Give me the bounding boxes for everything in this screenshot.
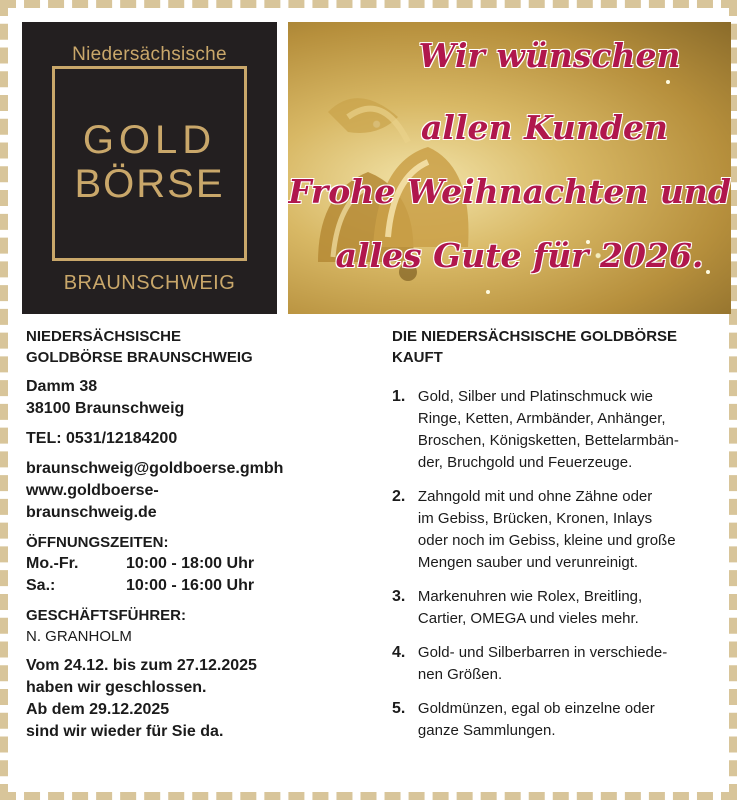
item-line: Cartier, OMEGA und vieles mehr. <box>417 610 639 627</box>
website-1: www.goldboerse- <box>26 482 159 499</box>
closed-notice-1: Vom 24.12. bis zum 27.12.2025 <box>26 657 257 674</box>
company-name-2: GOLDBÖRSE BRAUNSCHWEIG <box>26 349 253 366</box>
item-line: Gold, Silber und Platinschmuck wie <box>417 388 654 405</box>
item-line: im Gebiss, Brücken, Kronen, Inlays <box>417 510 653 527</box>
logo-top-text: Niedersächsische <box>72 44 227 65</box>
manager-title: GESCHÄFTSFÜHRER: <box>26 607 186 624</box>
goldboerse-logo <box>22 22 277 314</box>
closed-notice-4: sind wir wieder für Sie da. <box>26 723 224 740</box>
item-line: Gold- und Silberbarren in verschiede- <box>417 644 668 661</box>
item-line: ganze Sammlungen. <box>417 722 556 739</box>
hours-title: ÖFFNUNGSZEITEN: <box>26 534 169 551</box>
list-item <box>392 698 732 742</box>
list-item <box>392 486 732 574</box>
list-item <box>392 642 732 686</box>
hours-time: 10:00 - 16:00 Uhr <box>126 577 255 594</box>
website-2: braunschweig.de <box>26 504 157 521</box>
logo-gold-text: GOLD <box>82 118 217 162</box>
hours-row <box>26 553 366 575</box>
item-line: Markenuhren wie Rolex, Breitling, <box>417 588 643 605</box>
closed-notice-2: haben wir geschlossen. <box>26 679 207 696</box>
company-name-1: NIEDERSÄCHSISCHE <box>26 328 182 345</box>
phone: TEL: 0531/12184200 <box>26 430 178 447</box>
street: Damm 38 <box>26 378 98 395</box>
hours-row <box>26 575 366 597</box>
closed-notice-3: Ab dem 29.12.2025 <box>26 701 170 718</box>
buying-title-2: KAUFT <box>392 349 443 366</box>
item-line: oder noch im Gebiss, kleine und große <box>417 532 676 549</box>
item-line: nen Größen. <box>417 666 503 683</box>
hours-time: 10:00 - 18:00 Uhr <box>126 555 255 572</box>
item-number: 1. <box>392 388 406 405</box>
logo-bottom-text: BRAUNSCHWEIG <box>63 272 236 294</box>
item-line: der, Bruchgold und Feuerzeuge. <box>417 454 633 471</box>
manager-name: N. GRANHOLM <box>26 628 132 645</box>
list-item <box>392 386 732 474</box>
item-number: 5. <box>392 700 406 717</box>
hours-days: Mo.-Fr. <box>26 555 79 572</box>
item-line: Broschen, Königsketten, Bettelarmbän- <box>417 432 679 449</box>
greeting-line-1: Wir wünschen <box>418 36 681 75</box>
logo-boerse-text: BÖRSE <box>74 162 225 206</box>
item-line: Zahngold mit und ohne Zähne oder <box>417 488 653 505</box>
contact-column <box>26 326 366 743</box>
item-line: Mengen sauber und verunreinigt. <box>417 554 639 571</box>
buying-title-1: DIE NIEDERSÄCHSISCHE GOLDBÖRSE <box>392 328 678 345</box>
greeting-line-4: alles Gute für 2026. <box>335 236 704 275</box>
hours-days: Sa.: <box>26 577 56 594</box>
greeting-line-3: Frohe Weihnachten und <box>288 172 731 211</box>
buying-column <box>392 326 732 742</box>
item-number: 4. <box>392 644 406 661</box>
item-number: 3. <box>392 588 406 605</box>
christmas-banner <box>288 22 731 314</box>
greeting-line-2: allen Kunden <box>421 108 668 147</box>
item-line: Ringe, Ketten, Armbänder, Anhänger, <box>417 410 666 427</box>
item-line: Goldmünzen, egal ob einzelne oder <box>417 700 655 717</box>
item-number: 2. <box>392 488 406 505</box>
city: 38100 Braunschweig <box>26 400 185 417</box>
email: braunschweig@goldboerse.gmbh <box>26 460 284 477</box>
list-item <box>392 586 732 630</box>
